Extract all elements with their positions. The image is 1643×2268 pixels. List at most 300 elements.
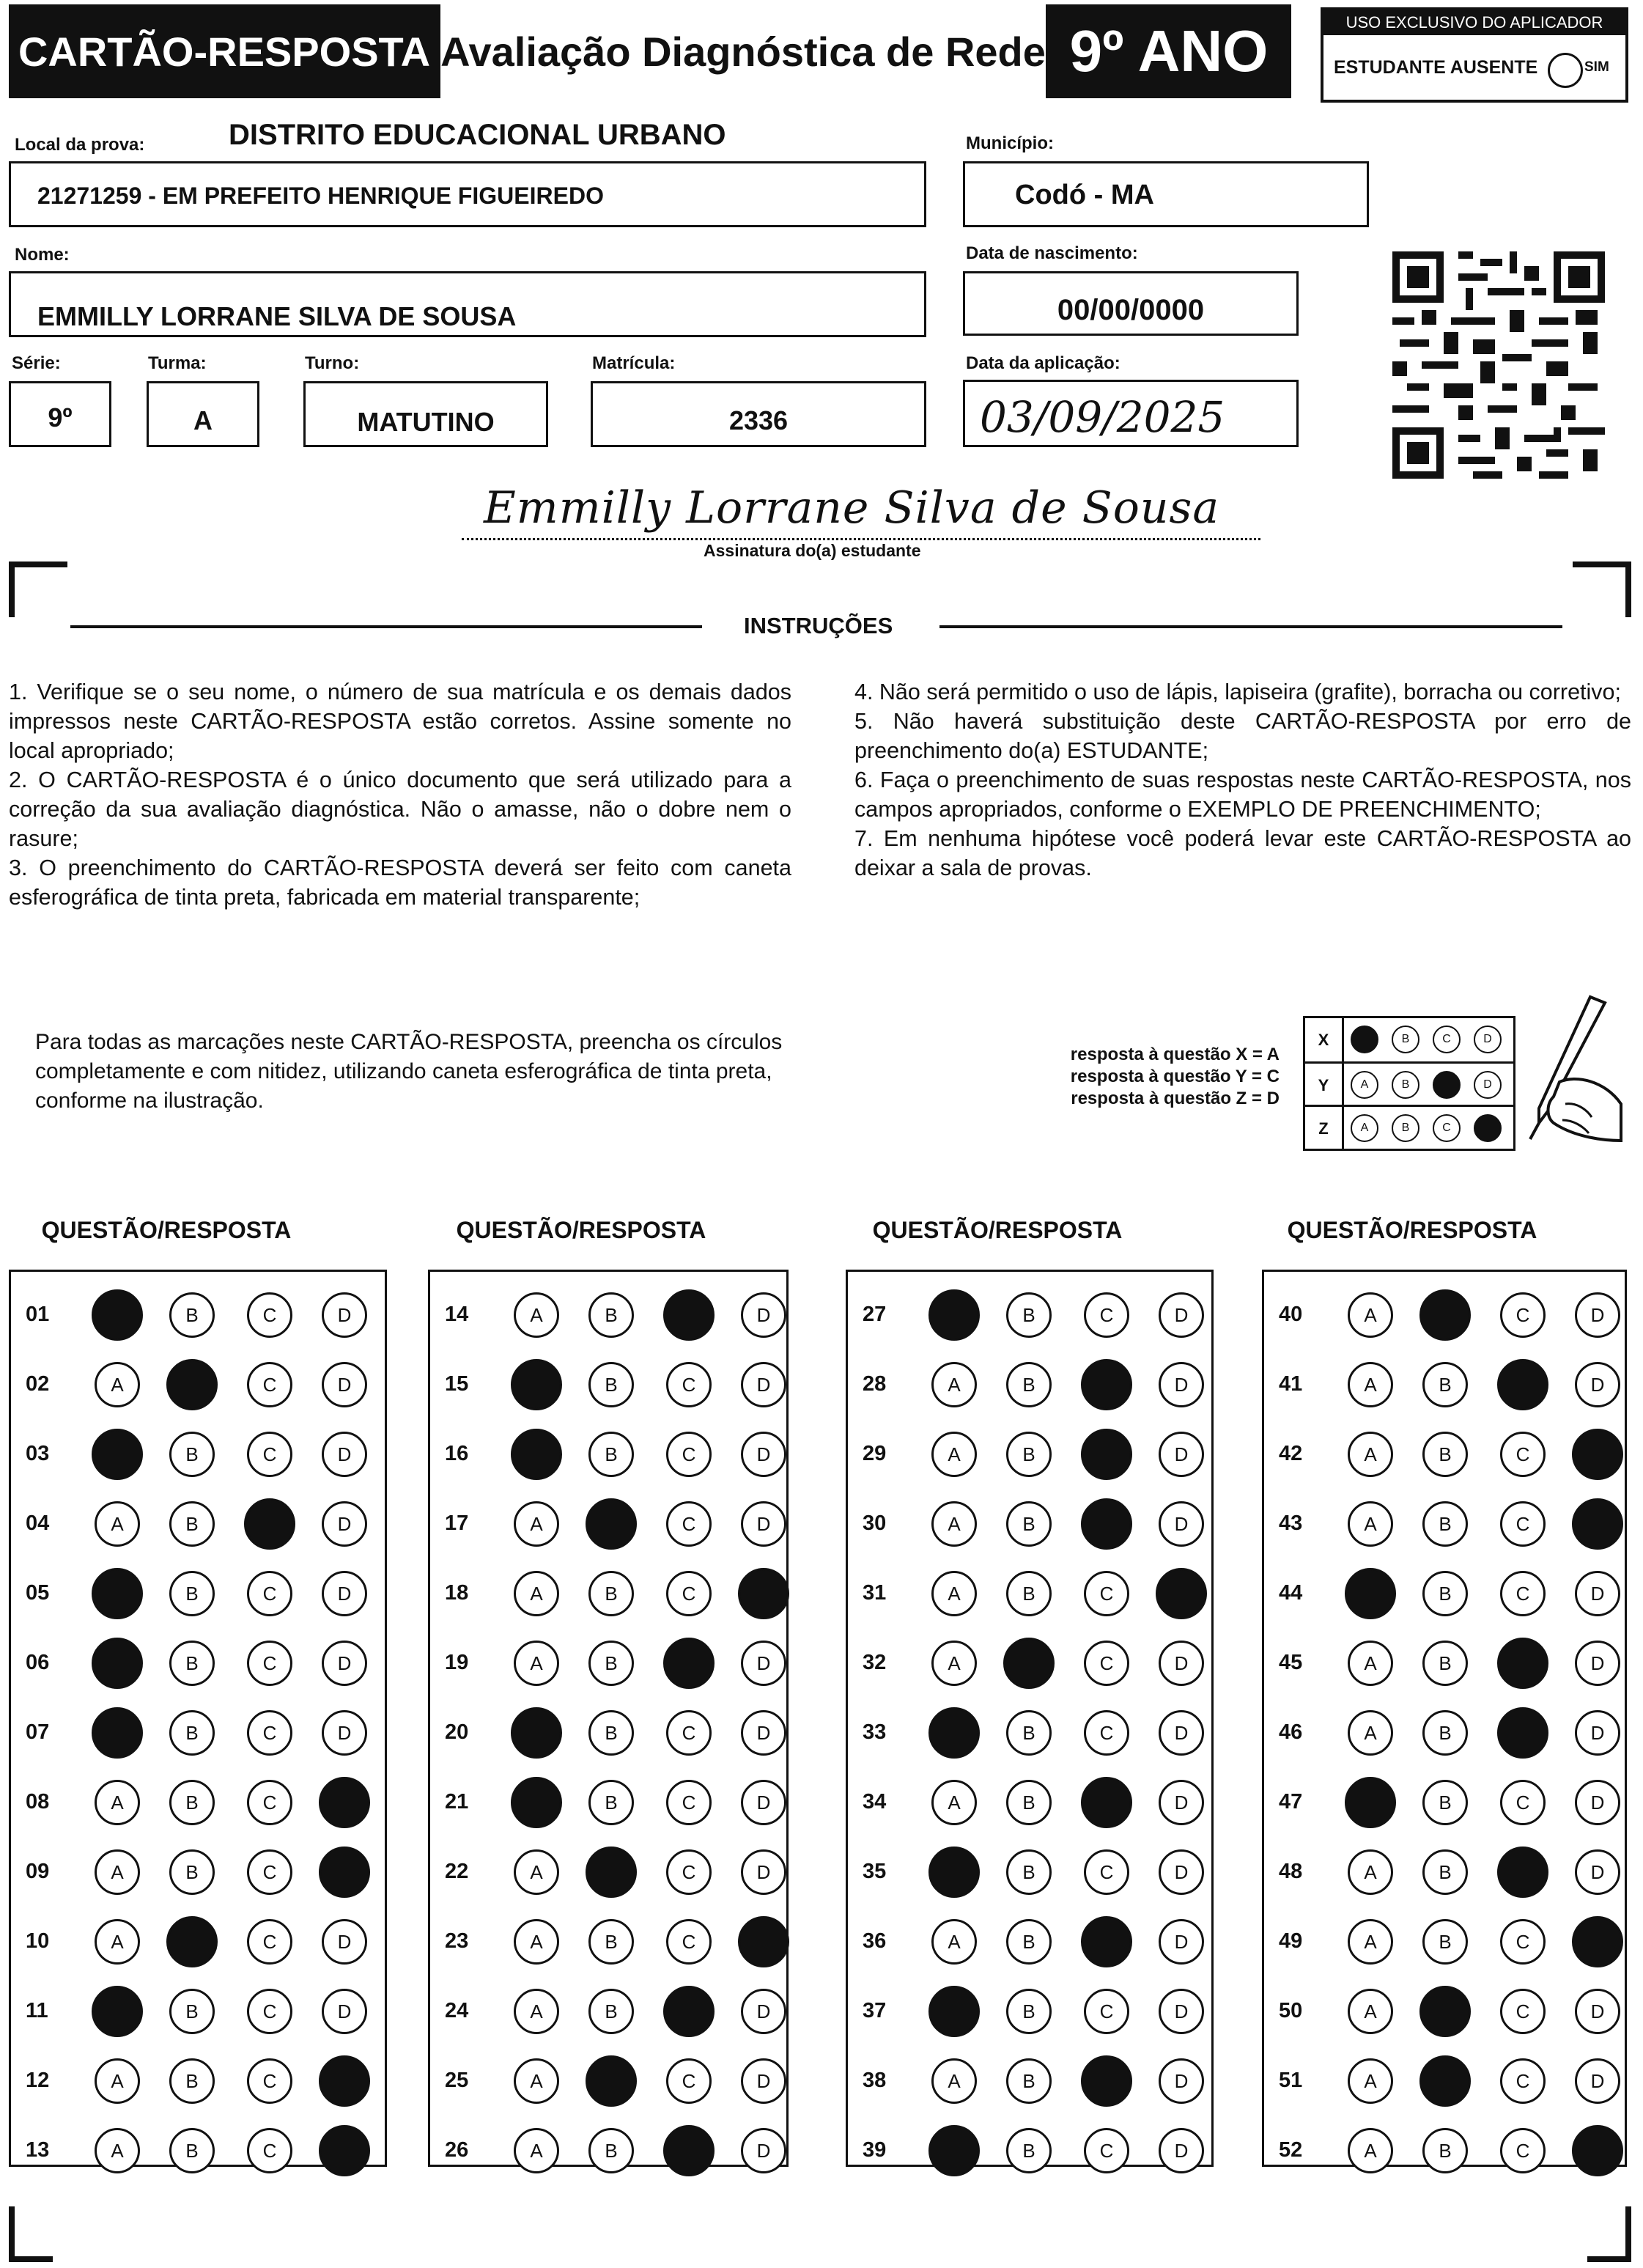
answer-bubble-c[interactable]: C (666, 1780, 712, 1825)
answer-bubble-c[interactable]: C (1500, 1989, 1546, 2034)
signature: Emmilly Lorrane Silva de Sousa (484, 482, 1220, 534)
answer-bubble-c[interactable]: C (1500, 2058, 1546, 2104)
answer-bubble-d[interactable]: D (1159, 1362, 1204, 1407)
answer-bubble-a[interactable]: A (95, 2128, 140, 2173)
answer-bubble-d[interactable]: D (1159, 1919, 1204, 1965)
answer-row (1264, 1774, 1625, 1833)
question-number: 38 (863, 2069, 887, 2092)
answer-bubble-c[interactable]: C (1500, 1571, 1546, 1616)
answer-bubble-a[interactable]: A (514, 1571, 559, 1616)
aplicacao-value: 03/09/2025 (980, 392, 1225, 442)
answer-row (848, 1565, 1211, 1624)
answer-row (848, 1356, 1211, 1415)
answer-bubble-d[interactable]: D (741, 1362, 786, 1407)
answer-row (11, 1356, 385, 1415)
answer-bubble-d[interactable]: D (1575, 1292, 1620, 1338)
answer-bubble-b[interactable] (1419, 2055, 1471, 2107)
answers-column-4 (1262, 1270, 1627, 2167)
answer-bubble-a[interactable]: A (1348, 1710, 1393, 1756)
answer-bubble-c[interactable]: C (1500, 1501, 1546, 1547)
answer-bubble-a[interactable] (92, 1429, 143, 1480)
answer-bubble-c[interactable]: C (247, 2128, 292, 2173)
answer-bubble-b[interactable]: B (588, 1571, 634, 1616)
answer-bubble-c[interactable]: C (1500, 1919, 1546, 1965)
answer-bubble-d[interactable]: D (741, 1641, 786, 1686)
answer-bubble-c[interactable]: C (666, 1432, 712, 1477)
answer-bubble-c[interactable] (1497, 1707, 1548, 1759)
answer-bubble-d[interactable]: D (1159, 1501, 1204, 1547)
answer-bubble-c[interactable]: C (1084, 1849, 1129, 1895)
answer-bubble-d[interactable]: D (322, 1501, 367, 1547)
answer-bubble-b[interactable]: B (169, 1501, 215, 1547)
question-number: 49 (1279, 1929, 1303, 1953)
answer-bubble-d[interactable]: D (1575, 2058, 1620, 2104)
answer-row (11, 1495, 385, 1554)
answer-bubble-a[interactable]: A (95, 1919, 140, 1965)
answer-row (430, 1356, 786, 1415)
answer-bubble-b[interactable]: B (1006, 1362, 1052, 1407)
answer-bubble-b[interactable]: B (169, 1432, 215, 1477)
answers-header: QUESTÃO/RESPOSTA (41, 1217, 292, 1243)
question-number: 27 (863, 1303, 887, 1326)
answer-bubble-c[interactable]: C (247, 1849, 292, 1895)
answer-bubble-c[interactable] (1081, 1359, 1132, 1410)
answer-bubble-d[interactable]: D (1159, 1710, 1204, 1756)
answer-bubble-b[interactable]: B (1422, 1780, 1468, 1825)
answer-bubble-b[interactable]: B (588, 1780, 634, 1825)
answer-bubble-a[interactable] (511, 1707, 562, 1759)
answer-bubble-d[interactable] (1572, 1916, 1623, 1967)
answer-row (430, 1565, 786, 1624)
answer-bubble-a[interactable] (92, 1638, 143, 1689)
answer-bubble-d[interactable]: D (741, 1501, 786, 1547)
answer-row (11, 1704, 385, 1763)
answer-bubble-a[interactable]: A (95, 1362, 140, 1407)
answer-bubble-a[interactable]: A (931, 1571, 977, 1616)
answer-bubble-d[interactable]: D (322, 1362, 367, 1407)
answer-bubble-a[interactable]: A (95, 2058, 140, 2104)
example-bubble-a (1351, 1026, 1378, 1053)
answer-bubble-d[interactable]: D (1159, 1780, 1204, 1825)
answer-bubble-b[interactable]: B (169, 1989, 215, 2034)
example-row-label: Y (1305, 1064, 1344, 1107)
answer-bubble-c[interactable]: C (1500, 1780, 1546, 1825)
question-number: 42 (1279, 1442, 1303, 1465)
answer-bubble-a[interactable]: A (931, 1432, 977, 1477)
answer-bubble-b[interactable]: B (1422, 1710, 1468, 1756)
answer-bubble-b[interactable] (166, 1916, 218, 1967)
answer-bubble-a[interactable]: A (1348, 1641, 1393, 1686)
answer-bubble-b[interactable]: B (1006, 1710, 1052, 1756)
answer-bubble-c[interactable]: C (247, 1989, 292, 2034)
answer-bubble-a[interactable]: A (931, 1641, 977, 1686)
question-number: 19 (445, 1651, 469, 1674)
answer-bubble-a[interactable]: A (931, 1780, 977, 1825)
answer-bubble-d[interactable] (1156, 1568, 1207, 1619)
question-number: 25 (445, 2069, 469, 2092)
answer-bubble-b[interactable]: B (169, 1780, 215, 1825)
answer-bubble-a[interactable] (928, 1986, 980, 2037)
answer-bubble-d[interactable] (1572, 1429, 1623, 1480)
answer-bubble-b[interactable]: B (1422, 1571, 1468, 1616)
answer-bubble-c[interactable]: C (247, 1362, 292, 1407)
answer-bubble-c[interactable] (663, 1986, 715, 2037)
answer-bubble-c[interactable] (1081, 1916, 1132, 1967)
answer-bubble-c[interactable]: C (666, 1362, 712, 1407)
answer-bubble-c[interactable]: C (1500, 1292, 1546, 1338)
answer-bubble-c[interactable]: C (247, 2058, 292, 2104)
matricula-label: Matrícula: (592, 353, 676, 373)
answer-bubble-d[interactable]: D (1159, 1432, 1204, 1477)
answer-bubble-d[interactable]: D (322, 1292, 367, 1338)
question-number: 24 (445, 1999, 469, 2022)
answer-bubble-b[interactable]: B (1006, 1849, 1052, 1895)
answer-bubble-c[interactable]: C (247, 1919, 292, 1965)
answer-bubble-b[interactable] (1419, 1289, 1471, 1341)
answer-row (11, 1286, 385, 1345)
question-number: 02 (26, 1372, 50, 1396)
instruction-5: 5. Não haverá substituição deste CARTÃO-RESPOSTA por erro de preenchimento do(a) ESTUDANTE; (854, 709, 1631, 763)
answer-bubble-b[interactable] (1003, 1638, 1055, 1689)
answer-bubble-d[interactable]: D (1575, 1571, 1620, 1616)
answer-bubble-d[interactable] (1572, 2125, 1623, 2176)
answer-bubble-a[interactable]: A (1348, 1292, 1393, 1338)
answer-bubble-d[interactable]: D (322, 1710, 367, 1756)
answer-bubble-b[interactable]: B (1006, 1989, 1052, 2034)
answer-bubble-c[interactable]: C (1084, 1292, 1129, 1338)
question-number: 51 (1279, 2069, 1303, 2092)
answer-bubble-c[interactable] (1497, 1638, 1548, 1689)
answer-bubble-b[interactable]: B (1006, 2128, 1052, 2173)
answer-bubble-d[interactable]: D (741, 2128, 786, 2173)
answer-bubble-d[interactable]: D (741, 1710, 786, 1756)
answer-bubble-d[interactable]: D (1575, 1989, 1620, 2034)
turno-label: Turno: (305, 353, 360, 373)
example-grid (1303, 1016, 1515, 1151)
card-badge (9, 4, 440, 98)
exam-title (438, 4, 1048, 98)
answer-bubble-a[interactable]: A (95, 1849, 140, 1895)
answer-bubble-c[interactable]: C (1084, 1989, 1129, 2034)
answer-bubble-d[interactable]: D (1575, 1362, 1620, 1407)
answer-bubble-d[interactable]: D (1159, 1849, 1204, 1895)
absent-label: ESTUDANTE AUSENTE (1334, 57, 1538, 78)
answer-bubble-a[interactable] (511, 1359, 562, 1410)
grade-badge-text: 9º ANO (1069, 18, 1269, 84)
question-number: 05 (26, 1581, 50, 1605)
answer-bubble-b[interactable]: B (1006, 1571, 1052, 1616)
answer-bubble-b[interactable]: B (1422, 1849, 1468, 1895)
answer-bubble-b[interactable]: B (588, 1432, 634, 1477)
answer-row (430, 1426, 786, 1484)
question-number: 06 (26, 1651, 50, 1674)
answer-bubble-a[interactable]: A (1348, 1989, 1393, 2034)
instructions-right (854, 677, 1631, 883)
answer-bubble-a[interactable] (92, 1568, 143, 1619)
answer-bubble-c[interactable] (1081, 1498, 1132, 1550)
answer-bubble-a[interactable]: A (931, 1501, 977, 1547)
answer-bubble-a[interactable]: A (514, 1501, 559, 1547)
answer-bubble-d[interactable]: D (741, 1989, 786, 2034)
answer-bubble-b[interactable]: B (588, 1710, 634, 1756)
answer-bubble-d[interactable]: D (741, 1432, 786, 1477)
answer-bubble-b[interactable]: B (169, 1571, 215, 1616)
answer-row (11, 1774, 385, 1833)
answer-bubble-d[interactable]: D (1159, 1641, 1204, 1686)
serie-field (9, 381, 111, 447)
answer-bubble-b[interactable]: B (1422, 1501, 1468, 1547)
answer-bubble-d[interactable]: D (741, 1292, 786, 1338)
turno-field (303, 381, 548, 447)
question-number: 46 (1279, 1720, 1303, 1744)
answer-bubble-b[interactable]: B (169, 1641, 215, 1686)
question-number: 21 (445, 1790, 469, 1814)
answer-bubble-a[interactable] (928, 1289, 980, 1341)
answer-bubble-d[interactable]: D (322, 1571, 367, 1616)
answers-header: QUESTÃO/RESPOSTA (456, 1217, 706, 1243)
answer-row (11, 1426, 385, 1484)
answer-bubble-a[interactable] (511, 1777, 562, 1828)
answer-bubble-a[interactable]: A (514, 1641, 559, 1686)
answer-bubble-b[interactable]: B (1006, 1501, 1052, 1547)
answer-bubble-c[interactable] (1497, 1359, 1548, 1410)
answer-bubble-a[interactable]: A (514, 2128, 559, 2173)
answer-bubble-a[interactable]: A (1348, 1849, 1393, 1895)
answer-bubble-a[interactable] (1345, 1568, 1396, 1619)
answer-bubble-d[interactable] (319, 1847, 370, 1898)
municipio-field (963, 161, 1369, 227)
answer-bubble-d[interactable]: D (1575, 1780, 1620, 1825)
answer-bubble-d[interactable]: D (1575, 1710, 1620, 1756)
question-number: 34 (863, 1790, 887, 1814)
answer-bubble-b[interactable]: B (1422, 1641, 1468, 1686)
answer-bubble-d[interactable]: D (741, 2058, 786, 2104)
answer-bubble-b[interactable]: B (1422, 2128, 1468, 2173)
answer-bubble-b[interactable]: B (588, 1919, 634, 1965)
answers-column-3 (846, 1270, 1214, 2167)
question-number: 20 (445, 1720, 469, 1744)
answer-bubble-b[interactable]: B (1422, 1919, 1468, 1965)
answer-bubble-d[interactable]: D (1575, 1641, 1620, 1686)
answer-bubble-c[interactable] (1497, 1847, 1548, 1898)
question-number: 36 (863, 1929, 887, 1953)
answer-bubble-a[interactable]: A (931, 1919, 977, 1965)
answer-row (11, 1913, 385, 1972)
answer-row (1264, 1844, 1625, 1902)
answer-bubble-a[interactable] (92, 1289, 143, 1341)
answer-bubble-a[interactable]: A (95, 1780, 140, 1825)
answer-bubble-b[interactable]: B (169, 1292, 215, 1338)
answer-bubble-d[interactable]: D (322, 1432, 367, 1477)
answer-bubble-a[interactable]: A (514, 2058, 559, 2104)
answer-bubble-b[interactable] (1419, 1986, 1471, 2037)
answer-bubble-b[interactable]: B (1422, 1432, 1468, 1477)
question-number: 43 (1279, 1512, 1303, 1535)
answer-bubble-a[interactable]: A (931, 1362, 977, 1407)
question-number: 23 (445, 1929, 469, 1953)
answer-bubble-d[interactable] (319, 2125, 370, 2176)
answer-bubble-d[interactable]: D (322, 1641, 367, 1686)
answer-bubble-c[interactable]: C (666, 1501, 712, 1547)
answer-bubble-b[interactable]: B (588, 1989, 634, 2034)
answer-bubble-a[interactable] (928, 2125, 980, 2176)
answer-bubble-c[interactable] (663, 1638, 715, 1689)
answer-bubble-b[interactable] (166, 1359, 218, 1410)
question-number: 03 (26, 1442, 50, 1465)
school-value: 21271259 - EM PREFEITO HENRIQUE FIGUEIREDO (37, 183, 604, 209)
question-number: 52 (1279, 2138, 1303, 2162)
answer-bubble-b[interactable]: B (588, 1641, 634, 1686)
answer-bubble-a[interactable]: A (1348, 2058, 1393, 2104)
answer-bubble-a[interactable] (928, 1847, 980, 1898)
answer-bubble-a[interactable]: A (514, 1919, 559, 1965)
aplicacao-label: Data da aplicação: (966, 353, 1120, 373)
question-number: 11 (26, 1999, 48, 2022)
answer-bubble-d[interactable]: D (322, 1919, 367, 1965)
turno-value: MATUTINO (357, 407, 495, 437)
answer-bubble-c[interactable]: C (247, 1710, 292, 1756)
answer-bubble-d[interactable] (1572, 1498, 1623, 1550)
answer-row (1264, 1356, 1625, 1415)
answer-bubble-c[interactable]: C (666, 1571, 712, 1616)
answer-bubble-a[interactable]: A (514, 1292, 559, 1338)
answer-bubble-c[interactable] (1081, 1429, 1132, 1480)
answer-bubble-a[interactable]: A (1348, 1919, 1393, 1965)
answer-bubble-d[interactable] (738, 1916, 789, 1967)
answer-bubble-b[interactable] (586, 2055, 637, 2107)
answer-bubble-c[interactable]: C (666, 1710, 712, 1756)
answer-bubble-b[interactable]: B (169, 2128, 215, 2173)
answer-row (848, 1495, 1211, 1554)
answer-bubble-c[interactable]: C (247, 1292, 292, 1338)
answer-row (1264, 1286, 1625, 1345)
answer-row (1264, 1495, 1625, 1554)
answer-bubble-c[interactable] (1081, 1777, 1132, 1828)
example-row (1305, 1105, 1513, 1150)
answer-bubble-d[interactable]: D (1159, 1989, 1204, 2034)
answer-bubble-d[interactable] (319, 1777, 370, 1828)
answer-bubble-c[interactable]: C (1500, 1432, 1546, 1477)
answer-bubble-c[interactable]: C (666, 1919, 712, 1965)
answer-bubble-a[interactable]: A (931, 2058, 977, 2104)
question-number: 13 (26, 2138, 50, 2162)
question-number: 45 (1279, 1651, 1303, 1674)
answer-row (11, 1983, 385, 2041)
answer-bubble-c[interactable]: C (1084, 2128, 1129, 2173)
answer-bubble-c[interactable] (1081, 2055, 1132, 2107)
answer-row (11, 1565, 385, 1624)
answer-bubble-b[interactable]: B (588, 2128, 634, 2173)
answer-bubble-b[interactable]: B (169, 2058, 215, 2104)
answer-row (430, 1704, 786, 1763)
answer-bubble-c[interactable]: C (247, 1432, 292, 1477)
instruction-6: 6. Faça o preenchimento de suas respostas neste CARTÃO-RESPOSTA, nos campos apropriados, conforme o EXEMPLO DE PREENCHIMENTO; (854, 767, 1631, 822)
example-bubble-a: A (1351, 1071, 1378, 1099)
answer-bubble-c[interactable]: C (247, 1571, 292, 1616)
answer-bubble-b[interactable]: B (588, 1362, 634, 1407)
answer-bubble-a[interactable]: A (1348, 1362, 1393, 1407)
example-bubble-c (1433, 1071, 1461, 1099)
answer-bubble-b[interactable]: B (169, 1710, 215, 1756)
answer-bubble-a[interactable]: A (514, 1989, 559, 2034)
answer-bubble-a[interactable] (1345, 1777, 1396, 1828)
answer-bubble-a[interactable] (511, 1429, 562, 1480)
answer-bubble-c[interactable] (244, 1498, 295, 1550)
answer-row (1264, 1426, 1625, 1484)
answer-bubble-a[interactable]: A (1348, 1501, 1393, 1547)
answer-bubble-c[interactable]: C (1084, 1710, 1129, 1756)
answer-bubble-b[interactable]: B (1006, 1780, 1052, 1825)
serie-label: Série: (12, 353, 61, 373)
answer-bubble-c[interactable] (663, 1289, 715, 1341)
answers-header: QUESTÃO/RESPOSTA (872, 1217, 1123, 1243)
answer-bubble-a[interactable] (92, 1707, 143, 1759)
answer-bubble-c[interactable]: C (666, 2058, 712, 2104)
question-number: 26 (445, 2138, 469, 2162)
answer-bubble-d[interactable] (738, 1568, 789, 1619)
answer-bubble-d[interactable] (319, 2055, 370, 2107)
answer-bubble-c[interactable]: C (1084, 1641, 1129, 1686)
answer-bubble-b[interactable] (586, 1847, 637, 1898)
answer-bubble-b[interactable]: B (1006, 1919, 1052, 1965)
answer-bubble-a[interactable]: A (1348, 1432, 1393, 1477)
answer-bubble-d[interactable]: D (1159, 1292, 1204, 1338)
answer-bubble-a[interactable] (928, 1707, 980, 1759)
aplicacao-field (963, 380, 1299, 447)
answer-bubble-a[interactable]: A (1348, 2128, 1393, 2173)
answer-row (848, 1286, 1211, 1345)
answer-bubble-d[interactable]: D (741, 1849, 786, 1895)
answer-bubble-b[interactable]: B (1006, 1432, 1052, 1477)
answer-row (848, 1844, 1211, 1902)
answer-bubble-c[interactable] (663, 2125, 715, 2176)
question-number: 01 (26, 1303, 50, 1326)
answer-row (848, 1635, 1211, 1693)
answer-bubble-a[interactable] (92, 1986, 143, 2037)
answer-bubble-d[interactable]: D (1159, 2128, 1204, 2173)
answer-bubble-d[interactable]: D (1159, 2058, 1204, 2104)
legend-y: resposta à questão Y = C (1070, 1067, 1280, 1086)
turma-label: Turma: (148, 353, 207, 373)
answer-bubble-d[interactable]: D (1575, 1849, 1620, 1895)
answer-row (430, 1635, 786, 1693)
answer-bubble-c[interactable]: C (1500, 2128, 1546, 2173)
answer-bubble-a[interactable]: A (95, 1501, 140, 1547)
answer-bubble-c[interactable]: C (247, 1780, 292, 1825)
instruction-1: 1. Verifique se o seu nome, o número de sua matrícula e os demais dados impressos neste CARTÃO-RESPOSTA estão corretos. Assine somente no local apropriado; (9, 680, 791, 763)
answer-bubble-b[interactable]: B (169, 1849, 215, 1895)
answer-bubble-c[interactable]: C (1084, 1571, 1129, 1616)
answer-bubble-c[interactable]: C (247, 1641, 292, 1686)
absent-checkbox[interactable] (1548, 53, 1583, 88)
answer-bubble-c[interactable]: C (666, 1849, 712, 1895)
answer-bubble-b[interactable]: B (1422, 1362, 1468, 1407)
answer-bubble-d[interactable]: D (322, 1989, 367, 2034)
question-number: 10 (26, 1929, 50, 1953)
answer-row (1264, 2052, 1625, 2111)
serie-value: 9º (48, 402, 73, 432)
legend-x: resposta à questão X = A (1070, 1045, 1280, 1064)
answer-bubble-b[interactable]: B (1006, 1292, 1052, 1338)
district: DISTRITO EDUCACIONAL URBANO (229, 119, 726, 151)
answer-bubble-b[interactable]: B (1006, 2058, 1052, 2104)
answer-bubble-b[interactable] (586, 1498, 637, 1550)
answer-bubble-b[interactable]: B (588, 1292, 634, 1338)
example-row-label: Z (1305, 1107, 1344, 1150)
answer-bubble-a[interactable]: A (514, 1849, 559, 1895)
answer-bubble-d[interactable]: D (741, 1780, 786, 1825)
question-number: 18 (445, 1581, 469, 1605)
